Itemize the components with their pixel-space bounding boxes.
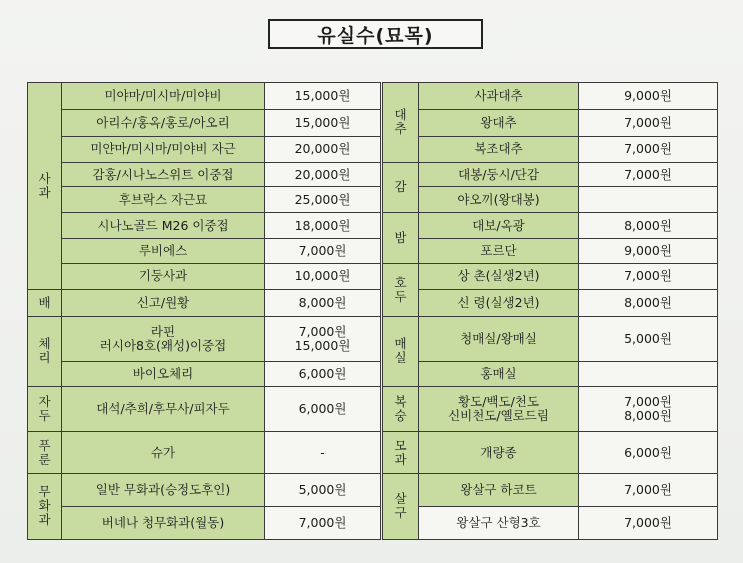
table-row (28, 187, 718, 213)
item-name: 루비에스 (62, 239, 265, 264)
item-price: 7,000원 (579, 263, 718, 289)
category-cherry: 체 리 (28, 316, 62, 386)
category-persimmon: 감 (383, 162, 419, 213)
item-name: 포르단 (419, 239, 579, 264)
item-price (579, 187, 718, 213)
item-price: 10,000원 (265, 263, 381, 289)
item-name: 버네나 청무화과(월동) (62, 506, 265, 539)
item-name: 라핀 러시아8호(왜성)이중접 (62, 316, 265, 361)
table-row (28, 83, 718, 110)
category-maesil: 매 실 (383, 316, 419, 386)
table-row (28, 213, 718, 239)
page-title: 유실수(묘목) (268, 19, 483, 49)
item-name: 신 령(실생2년) (419, 289, 579, 316)
item-price: 7,000원 (579, 109, 718, 136)
item-price: 7,000원 (265, 506, 381, 539)
table-row (28, 506, 718, 539)
category-quince: 모 과 (383, 432, 419, 473)
item-price: 5,000원 (265, 473, 381, 506)
item-name: 대석/추희/후무사/피자두 (62, 386, 265, 431)
category-pear: 배 (28, 289, 62, 316)
table-row (28, 432, 718, 473)
category-plum: 자 두 (28, 386, 62, 431)
category-apricot: 살 구 (383, 473, 419, 539)
item-price: 8,000원 (579, 289, 718, 316)
item-price (579, 362, 718, 387)
item-price: 7,000원 (265, 239, 381, 264)
item-name: 일반 무화과(승정도후인) (62, 473, 265, 506)
item-name: 왕살구 산형3호 (419, 506, 579, 539)
category-prune: 푸 룬 (28, 432, 62, 473)
item-name: 왕살구 하코트 (419, 473, 579, 506)
item-price: 7,000원 (579, 162, 718, 187)
item-price: 9,000원 (579, 83, 718, 110)
item-name: 후브락스 자근묘 (62, 187, 265, 213)
item-name: 바이오체리 (62, 362, 265, 387)
item-name: 아리수/홍옥/홍로/아오리 (62, 109, 265, 136)
item-price: 7,000원 (579, 473, 718, 506)
item-price: 20,000원 (265, 136, 381, 162)
item-price: 6,000원 (265, 362, 381, 387)
table-row (28, 136, 718, 162)
table-row (28, 473, 718, 506)
item-name: 미얀마/미시마/미야비 자근 (62, 136, 265, 162)
item-price: 6,000원 (579, 432, 718, 473)
item-name: 청매실/왕매실 (419, 316, 579, 361)
item-price: 15,000원 (265, 109, 381, 136)
table-row (28, 109, 718, 136)
category-apple: 사 과 (28, 83, 62, 290)
item-name: 기둥사과 (62, 263, 265, 289)
table-row (28, 239, 718, 264)
item-price: 8,000원 (265, 289, 381, 316)
table-row (28, 316, 718, 361)
item-name: 감홍/시나노스위트 이중접 (62, 162, 265, 187)
category-walnut: 호 두 (383, 263, 419, 316)
item-price: 7,000원 (579, 136, 718, 162)
item-name: 슈가 (62, 432, 265, 473)
item-price: 5,000원 (579, 316, 718, 361)
item-name: 신고/원황 (62, 289, 265, 316)
item-name: 상 촌(실생2년) (419, 263, 579, 289)
item-price: 7,000원 15,000원 (265, 316, 381, 361)
item-price: 8,000원 (579, 213, 718, 239)
item-name: 야오끼(왕대봉) (419, 187, 579, 213)
item-name: 황도/백도/천도 신비천도/옐로드림 (419, 386, 579, 431)
table-row (28, 362, 718, 387)
price-table (27, 82, 718, 540)
table-row (28, 263, 718, 289)
table-row (28, 289, 718, 316)
item-price: - (265, 432, 381, 473)
item-name: 왕대추 (419, 109, 579, 136)
item-name: 미야마/미시마/미야비 (62, 83, 265, 110)
item-price: 25,000원 (265, 187, 381, 213)
item-price: 15,000원 (265, 83, 381, 110)
item-name: 시나노골드 M26 이중접 (62, 213, 265, 239)
item-name: 사과대추 (419, 83, 579, 110)
item-name: 개량종 (419, 432, 579, 473)
item-price: 7,000원 (579, 506, 718, 539)
item-name: 대보/옥광 (419, 213, 579, 239)
item-price: 9,000원 (579, 239, 718, 264)
item-name: 복조대추 (419, 136, 579, 162)
item-price: 6,000원 (265, 386, 381, 431)
item-price: 18,000원 (265, 213, 381, 239)
category-peach: 복 숭 (383, 386, 419, 431)
category-chestnut: 밤 (383, 213, 419, 264)
category-jujube: 대 추 (383, 83, 419, 163)
table-row (28, 386, 718, 431)
item-price: 20,000원 (265, 162, 381, 187)
item-price: 7,000원 8,000원 (579, 386, 718, 431)
item-name: 대봉/둥시/단감 (419, 162, 579, 187)
category-fig: 무 화 과 (28, 473, 62, 539)
item-name: 홍매실 (419, 362, 579, 387)
table-row (28, 162, 718, 187)
